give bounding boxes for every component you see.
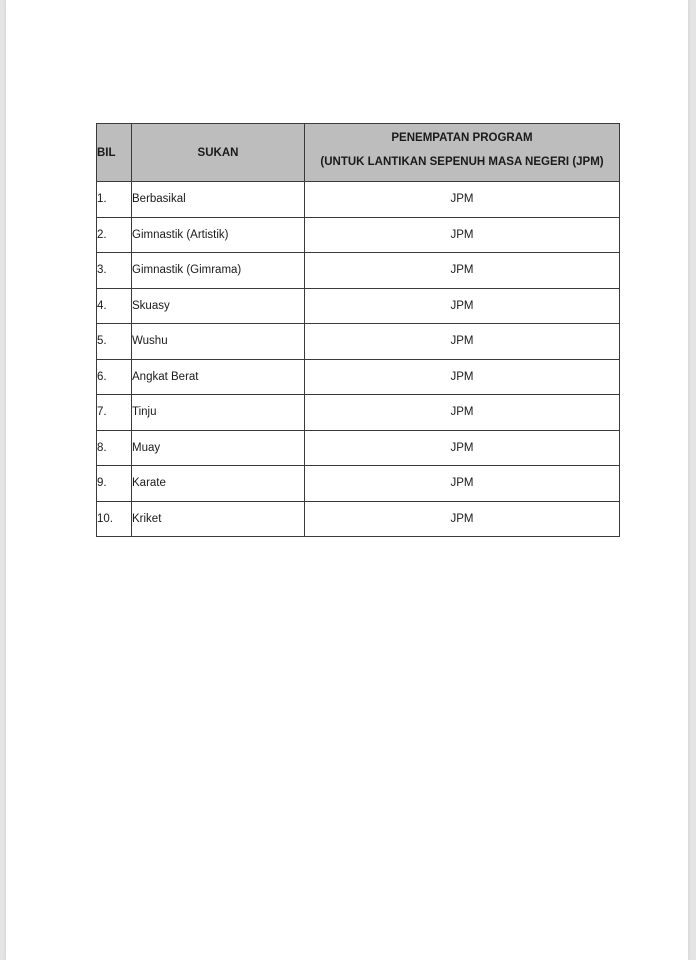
cell-penempatan: JPM: [305, 395, 620, 431]
cell-penempatan: JPM: [305, 182, 620, 218]
cell-bil: 6.: [97, 359, 132, 395]
cell-bil: 5.: [97, 324, 132, 360]
cell-sukan: Karate: [132, 466, 305, 502]
cell-sukan: Angkat Berat: [132, 359, 305, 395]
cell-sukan: Wushu: [132, 324, 305, 360]
table-row: [97, 182, 620, 218]
table-row: [97, 288, 620, 324]
cell-bil: 10.: [97, 501, 132, 537]
header-penempatan-title: PENEMPATAN PROGRAM: [391, 131, 533, 144]
table-row: [97, 253, 620, 289]
table-row: [97, 395, 620, 431]
cell-penempatan: JPM: [305, 359, 620, 395]
cell-sukan: Skuasy: [132, 288, 305, 324]
table-row: [97, 430, 620, 466]
cell-bil: 3.: [97, 253, 132, 289]
cell-penempatan: JPM: [305, 288, 620, 324]
cell-sukan: Kriket: [132, 501, 305, 537]
table-row: [97, 466, 620, 502]
cell-bil: 9.: [97, 466, 132, 502]
cell-sukan: Berbasikal: [132, 182, 305, 218]
cell-bil: 7.: [97, 395, 132, 431]
header-bil: BIL: [97, 124, 132, 182]
cell-penempatan: JPM: [305, 501, 620, 537]
cell-penempatan: JPM: [305, 430, 620, 466]
cell-penempatan: JPM: [305, 466, 620, 502]
table-header-row: [97, 124, 620, 182]
cell-penempatan: JPM: [305, 217, 620, 253]
cell-bil: 8.: [97, 430, 132, 466]
header-sukan: SUKAN: [132, 124, 305, 182]
cell-sukan: Gimnastik (Artistik): [132, 217, 305, 253]
header-penempatan-subtitle: (UNTUK LANTIKAN SEPENUH MASA NEGERI (JPM): [320, 155, 604, 168]
cell-bil: 1.: [97, 182, 132, 218]
table-row: [97, 217, 620, 253]
cell-sukan: Muay: [132, 430, 305, 466]
table-row: [97, 359, 620, 395]
sports-placement-table: [96, 123, 620, 537]
table-row: [97, 324, 620, 360]
document-page: [6, 0, 688, 960]
cell-sukan: Gimnastik (Gimrama): [132, 253, 305, 289]
cell-bil: 4.: [97, 288, 132, 324]
table-row: [97, 501, 620, 537]
cell-penempatan: JPM: [305, 324, 620, 360]
cell-sukan: Tinju: [132, 395, 305, 431]
cell-bil: 2.: [97, 217, 132, 253]
cell-penempatan: JPM: [305, 253, 620, 289]
header-penempatan: [305, 124, 620, 182]
